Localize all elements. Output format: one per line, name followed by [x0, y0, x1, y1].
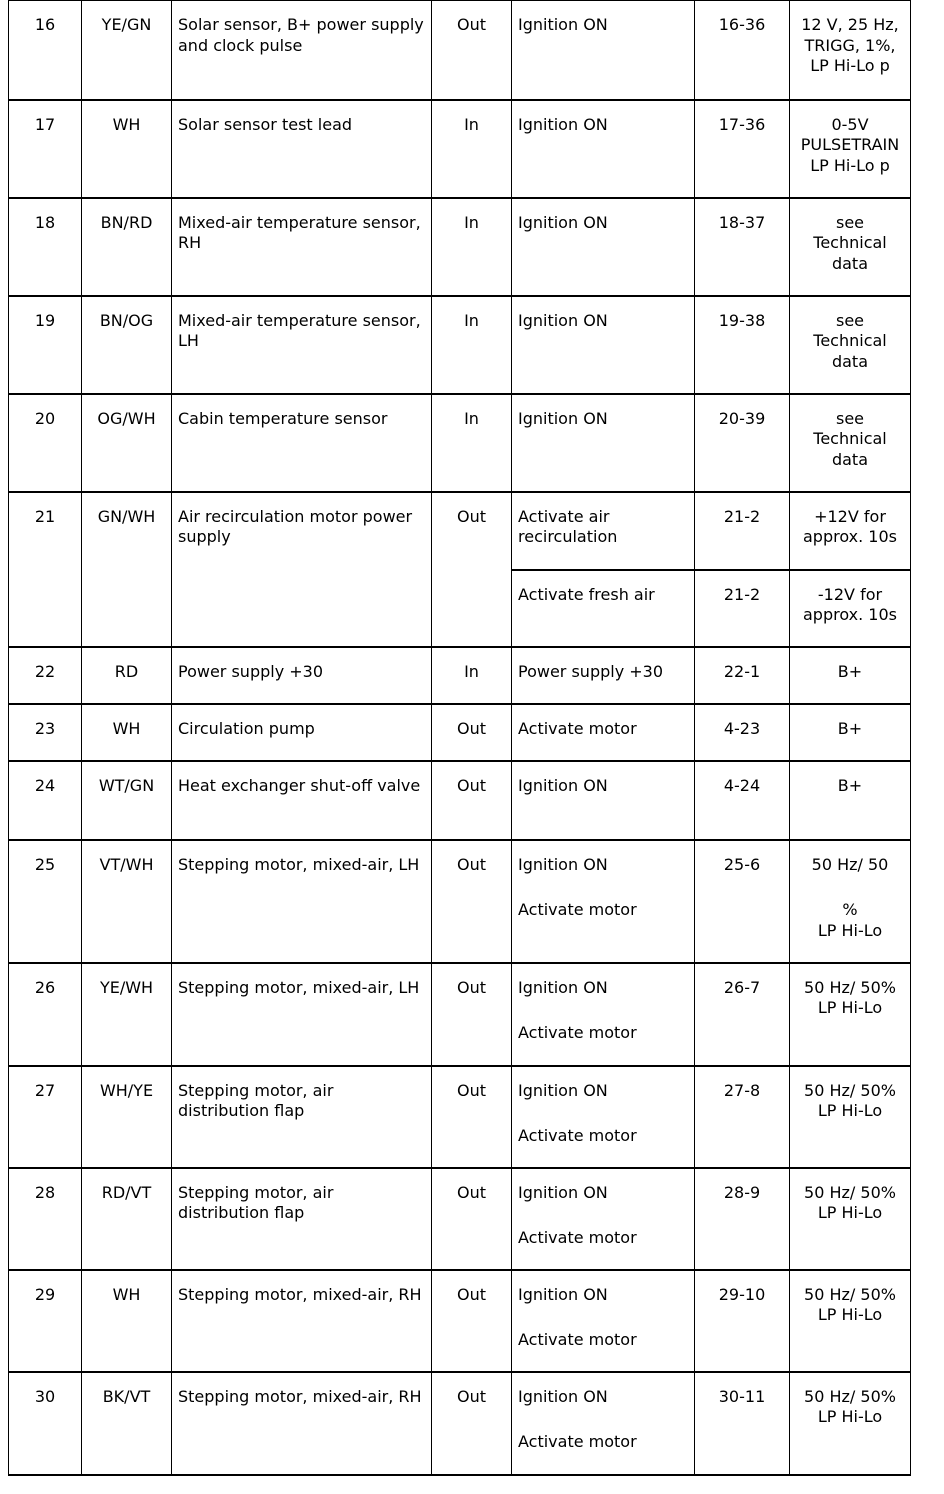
description-cell: Stepping motor, air distribution flap	[172, 1168, 432, 1270]
condition-cell	[512, 198, 695, 296]
description-cell: Stepping motor, mixed-air, LH	[172, 840, 432, 963]
direction-cell: In	[432, 647, 512, 704]
table-row	[9, 1066, 911, 1168]
description-cell: Mixed-air temperature sensor, RH	[172, 198, 432, 296]
value-line: 50 Hz/ 50%	[804, 1386, 896, 1406]
direction-cell: Out	[432, 1066, 512, 1168]
table-row	[9, 1, 911, 100]
table-row	[9, 394, 911, 492]
nominal-value-cell	[790, 647, 911, 704]
direction-cell: Out	[432, 963, 512, 1066]
direction-cell: Out	[432, 492, 512, 647]
value-line: 50 Hz/ 50%	[804, 1284, 896, 1304]
wire-color-cell: WH/YE	[82, 1066, 172, 1168]
condition-cell	[512, 647, 695, 704]
nominal-value-cell	[790, 296, 911, 394]
wire-color-cell: GN/WH	[82, 492, 172, 647]
nominal-value-cell	[790, 394, 911, 492]
wire-color-cell: RD	[82, 647, 172, 704]
direction-cell: Out	[432, 1, 512, 100]
table-row	[9, 100, 911, 198]
test-pins-cell: 20-39	[695, 394, 790, 492]
wire-color-cell: BN/OG	[82, 296, 172, 394]
condition-line: Power supply +30	[518, 661, 664, 681]
pin-number-cell: 18	[9, 198, 82, 296]
condition-line: Ignition ON	[518, 775, 608, 795]
test-pins-cell: 21-2	[695, 570, 790, 647]
test-pins-cell: 27-8	[695, 1066, 790, 1168]
nominal-value-cell	[790, 570, 911, 647]
pin-assignment-table	[8, 0, 911, 1476]
value-line: Technical	[813, 233, 887, 252]
test-pins-cell: 30-11	[695, 1372, 790, 1475]
test-pins-cell: 4-24	[695, 761, 790, 840]
value-line: 50 Hz/ 50%	[804, 1080, 896, 1100]
direction-cell: In	[432, 394, 512, 492]
table-row	[9, 963, 911, 1066]
value-line: LP Hi-Lo	[817, 1101, 883, 1120]
value-line: B+	[837, 718, 863, 738]
value-line: B+	[837, 775, 863, 795]
condition-line: Ignition ON	[518, 408, 608, 428]
value-line: 50 Hz/ 50%	[804, 977, 896, 997]
description-cell: Solar sensor test lead	[172, 100, 432, 198]
condition-line: Ignition ON	[518, 1182, 608, 1202]
test-pins-cell: 17-36	[695, 100, 790, 198]
test-pins-cell: 22-1	[695, 647, 790, 704]
condition-cell: Activate air recirculation	[512, 492, 695, 570]
condition-line: Ignition ON	[518, 854, 608, 874]
nominal-value-cell	[790, 704, 911, 761]
description-cell: Stepping motor, mixed-air, LH	[172, 963, 432, 1066]
pin-number-cell: 17	[9, 100, 82, 198]
nominal-value-cell	[790, 1270, 911, 1372]
nominal-value-cell	[790, 1168, 911, 1270]
condition-cell	[512, 1168, 695, 1270]
value-line: LP Hi-Lo p	[810, 155, 890, 175]
wire-color-cell: YE/GN	[82, 1, 172, 100]
direction-cell: Out	[432, 1372, 512, 1475]
direction-cell: Out	[432, 1270, 512, 1372]
pin-number-cell: 26	[9, 963, 82, 1066]
condition-line: Activate motor	[518, 1432, 637, 1451]
condition-line: Activate motor	[518, 1228, 637, 1247]
value-line: data	[831, 449, 869, 469]
wire-color-cell: BN/RD	[82, 198, 172, 296]
value-line: Technical	[813, 331, 887, 350]
condition-line: Activate motor	[518, 718, 637, 738]
condition-line: Ignition ON	[518, 1080, 608, 1100]
wire-color-cell: OG/WH	[82, 394, 172, 492]
test-pins-cell: 26-7	[695, 963, 790, 1066]
wire-color-cell: BK/VT	[82, 1372, 172, 1475]
wire-color-cell: YE/WH	[82, 963, 172, 1066]
nominal-value-cell	[790, 1, 911, 100]
description-cell: Circulation pump	[172, 704, 432, 761]
condition-cell	[512, 394, 695, 492]
condition-cell	[512, 704, 695, 761]
table-row	[9, 492, 911, 570]
value-line: see	[835, 212, 865, 232]
nominal-value-cell	[790, 963, 911, 1066]
pin-number-cell: 23	[9, 704, 82, 761]
value-line: Technical	[813, 429, 887, 448]
condition-cell: Activate fresh air	[512, 570, 695, 647]
nominal-value-cell	[790, 1066, 911, 1168]
value-line: +12V for	[814, 506, 886, 526]
table-row	[9, 1168, 911, 1270]
direction-cell: Out	[432, 1168, 512, 1270]
pin-number-cell: 22	[9, 647, 82, 704]
value-line: LP Hi-Lo	[817, 998, 883, 1017]
condition-cell	[512, 963, 695, 1066]
description-cell: Air recirculation motor power supply	[172, 492, 432, 647]
condition-line: Ignition ON	[518, 977, 608, 997]
direction-cell: Out	[432, 761, 512, 840]
wire-color-cell: RD/VT	[82, 1168, 172, 1270]
value-line: 0-5V	[831, 114, 869, 134]
pin-number-cell: 21	[9, 492, 82, 647]
value-line: TRIGG, 1%,	[804, 35, 896, 55]
condition-line: Activate motor	[518, 1023, 637, 1042]
value-line: see	[835, 408, 865, 428]
wire-color-cell: WH	[82, 1270, 172, 1372]
pin-number-cell: 16	[9, 1, 82, 100]
value-line: B+	[837, 661, 863, 681]
table-row	[9, 198, 911, 296]
nominal-value-cell	[790, 761, 911, 840]
condition-line: Ignition ON	[518, 212, 608, 232]
value-line: LP Hi-Lo	[817, 920, 883, 940]
wire-color-cell: WH	[82, 704, 172, 761]
pin-number-cell: 25	[9, 840, 82, 963]
condition-line: Activate motor	[518, 1126, 637, 1145]
condition-cell	[512, 1, 695, 100]
condition-cell	[512, 761, 695, 840]
value-line: LP Hi-Lo	[817, 1305, 883, 1324]
test-pins-cell: 19-38	[695, 296, 790, 394]
condition-cell	[512, 296, 695, 394]
condition-line: Activate motor	[518, 1330, 637, 1349]
test-pins-cell: 21-2	[695, 492, 790, 570]
condition-line: Ignition ON	[518, 1386, 608, 1406]
condition-cell	[512, 840, 695, 963]
pin-number-cell: 24	[9, 761, 82, 840]
test-pins-cell: 25-6	[695, 840, 790, 963]
value-line: data	[831, 253, 869, 273]
direction-cell: Out	[432, 840, 512, 963]
pin-number-cell: 28	[9, 1168, 82, 1270]
value-line: 50 Hz/ 50%	[804, 1182, 896, 1202]
value-line: data	[831, 351, 869, 371]
table-row	[9, 1372, 911, 1475]
test-pins-cell: 4-23	[695, 704, 790, 761]
wire-color-cell: WH	[82, 100, 172, 198]
table-row	[9, 761, 911, 840]
nominal-value-cell	[790, 100, 911, 198]
table-row	[9, 1270, 911, 1372]
direction-cell: In	[432, 100, 512, 198]
direction-cell: In	[432, 296, 512, 394]
value-line: approx. 10s	[803, 527, 897, 546]
table-row	[9, 840, 911, 963]
condition-cell	[512, 100, 695, 198]
wire-color-cell: WT/GN	[82, 761, 172, 840]
test-pins-cell: 28-9	[695, 1168, 790, 1270]
nominal-value-cell	[790, 492, 911, 570]
condition-line: Ignition ON	[518, 310, 608, 330]
pin-number-cell: 27	[9, 1066, 82, 1168]
description-cell: Stepping motor, mixed-air, RH	[172, 1372, 432, 1475]
value-line: approx. 10s	[803, 605, 897, 624]
condition-line: Ignition ON	[518, 15, 608, 34]
pin-number-cell: 19	[9, 296, 82, 394]
table-row	[9, 704, 911, 761]
condition-cell	[512, 1066, 695, 1168]
value-line: -12V for	[817, 584, 883, 604]
value-line: LP Hi-Lo	[817, 1407, 883, 1426]
table-row	[9, 296, 911, 394]
condition-line: Ignition ON	[518, 114, 608, 134]
description-cell: Mixed-air temperature sensor, LH	[172, 296, 432, 394]
description-cell: Cabin temperature sensor	[172, 394, 432, 492]
description-cell: Solar sensor, B+ power supply and clock pulse	[172, 1, 432, 100]
test-pins-cell: 18-37	[695, 198, 790, 296]
wire-color-cell: VT/WH	[82, 840, 172, 963]
table-row	[9, 647, 911, 704]
description-cell: Heat exchanger shut-off valve	[172, 761, 432, 840]
condition-cell	[512, 1372, 695, 1475]
pin-number-cell: 29	[9, 1270, 82, 1372]
value-line: %	[842, 900, 858, 919]
description-cell: Power supply +30	[172, 647, 432, 704]
value-line: LP Hi-Lo p	[810, 56, 890, 75]
pin-number-cell: 20	[9, 394, 82, 492]
value-line: PULSETRAIN	[800, 135, 900, 154]
value-line: 12 V, 25 Hz,	[801, 15, 899, 34]
nominal-value-cell	[790, 198, 911, 296]
pin-number-cell: 30	[9, 1372, 82, 1475]
direction-cell: Out	[432, 704, 512, 761]
nominal-value-cell	[790, 840, 911, 963]
value-line: 50 Hz/ 50	[811, 854, 889, 874]
description-cell: Stepping motor, air distribution flap	[172, 1066, 432, 1168]
condition-line: Ignition ON	[518, 1284, 608, 1304]
direction-cell: In	[432, 198, 512, 296]
test-pins-cell: 29-10	[695, 1270, 790, 1372]
table-body	[9, 1, 911, 1475]
condition-cell	[512, 1270, 695, 1372]
description-cell: Stepping motor, mixed-air, RH	[172, 1270, 432, 1372]
test-pins-cell: 16-36	[695, 1, 790, 100]
nominal-value-cell	[790, 1372, 911, 1475]
value-line: see	[835, 310, 865, 330]
value-line: LP Hi-Lo	[817, 1203, 883, 1222]
condition-line: Activate motor	[518, 900, 637, 919]
